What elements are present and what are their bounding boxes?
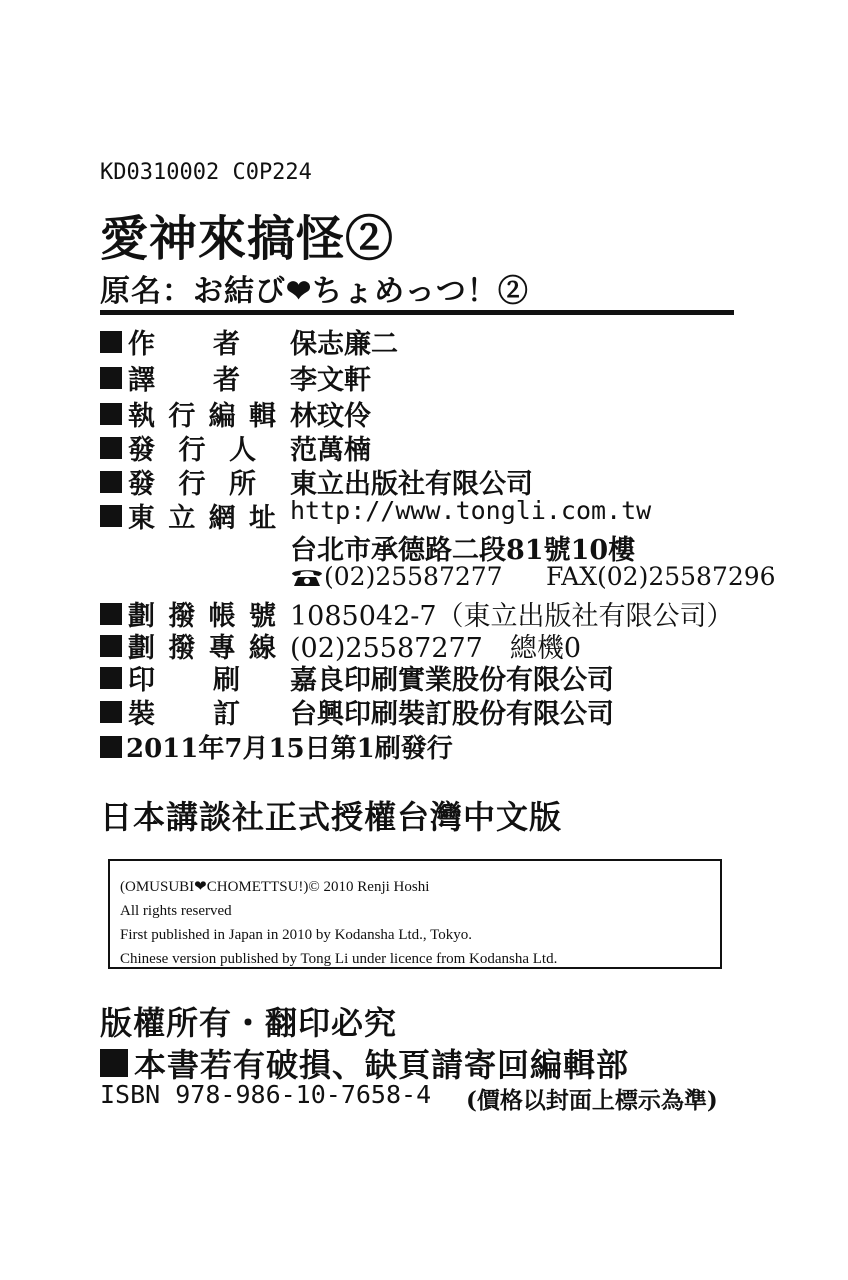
publish-date: [100, 728, 453, 765]
credit-row-editor: [100, 394, 780, 432]
credit-label: 執 行 編 輯: [128, 401, 276, 432]
credit-value: 林玟伶: [290, 401, 371, 432]
bullet-square: [100, 437, 122, 459]
original-title: 原名：お結び❤ちょめっつ！②: [100, 274, 529, 309]
bullet-square: [100, 701, 122, 723]
credit-label: 劃 撥 帳 號: [128, 601, 276, 632]
bullet-square: [100, 1049, 128, 1077]
bullet-square: [100, 635, 122, 657]
credit-label: 印 刷: [128, 665, 240, 696]
credit-value: (02)25587277 總機0: [290, 633, 582, 664]
credit-row-printer: [100, 658, 780, 696]
rights-reserved-line: All rights reserved: [120, 903, 232, 919]
bullet-square: [100, 471, 122, 493]
license-statement: 日本講談社正式授權台灣中文版: [100, 798, 563, 836]
rights-notice: 版權所有・翻印必究: [100, 1004, 398, 1042]
credit-label: 作 者: [128, 329, 240, 360]
phone-number: (02)25587277: [324, 562, 503, 591]
damage-notice-text: 本書若有破損、缺頁請寄回編輯部: [134, 1046, 630, 1084]
bullet-square: [100, 403, 122, 425]
credit-row-postal-account: [100, 594, 780, 632]
credit-label: 譯 者: [128, 365, 240, 396]
first-published-line: First published in Japan in 2010 by Kodansha Ltd., Tokyo.: [120, 927, 472, 943]
contact-line: [290, 562, 776, 591]
credit-value: 嘉良印刷實業股份有限公司: [290, 665, 614, 696]
price-note: (價格以封面上標示為準): [466, 1087, 718, 1114]
credit-value: 保志廉二: [290, 329, 398, 360]
website-url: http://www.tongli.com.tw: [290, 496, 652, 525]
credit-value: 范萬楠: [290, 435, 371, 466]
copyright-box: [108, 859, 722, 969]
credit-label: 東 立 網 址: [128, 503, 276, 534]
chinese-version-line: Chinese version published by Tong Li under licence from Kodansha Ltd.: [120, 951, 558, 967]
address: 台北市承德路二段81號10樓: [290, 535, 636, 566]
telephone-icon: [290, 565, 324, 587]
product-code: KD0310002 C0P224: [100, 160, 312, 185]
credit-row-binder: [100, 692, 780, 730]
bullet-square: [100, 603, 122, 625]
credit-row-author: [100, 322, 780, 360]
book-title: 愛神來搞怪②: [100, 211, 395, 267]
bullet-square: [100, 367, 122, 389]
copyright-line: (OMUSUBI❤CHOMETTSU!)© 2010 Renji Hoshi: [120, 879, 430, 895]
credit-label: 發 行 人: [128, 435, 256, 466]
credit-row-website: [100, 496, 780, 534]
bullet-square: [100, 667, 122, 689]
bullet-square: [100, 331, 122, 353]
credit-value: 東立出版社有限公司: [290, 469, 533, 500]
credit-row-postal-line: [100, 626, 780, 664]
credit-row-publisher-person: [100, 428, 780, 466]
credit-value: 1085042-7（東立出版社有限公司）: [290, 601, 734, 632]
bullet-square: [100, 505, 122, 527]
bullet-square: [100, 736, 122, 758]
publish-date-text: 2011年7月15日第1刷發行: [126, 734, 453, 764]
credit-row-translator: [100, 358, 780, 396]
credit-label: 發 行 所: [128, 469, 256, 500]
isbn: ISBN 978-986-10-7658-4: [100, 1080, 432, 1109]
credit-value: 台興印刷裝訂股份有限公司: [290, 699, 614, 730]
title-divider: [100, 310, 734, 315]
fax-number: FAX(02)25587296: [546, 562, 776, 591]
credit-label: 劃 撥 專 線: [128, 633, 276, 664]
credit-label: 裝 訂: [128, 699, 240, 730]
credit-value: 李文軒: [290, 365, 371, 396]
credit-row-publisher: [100, 462, 780, 500]
